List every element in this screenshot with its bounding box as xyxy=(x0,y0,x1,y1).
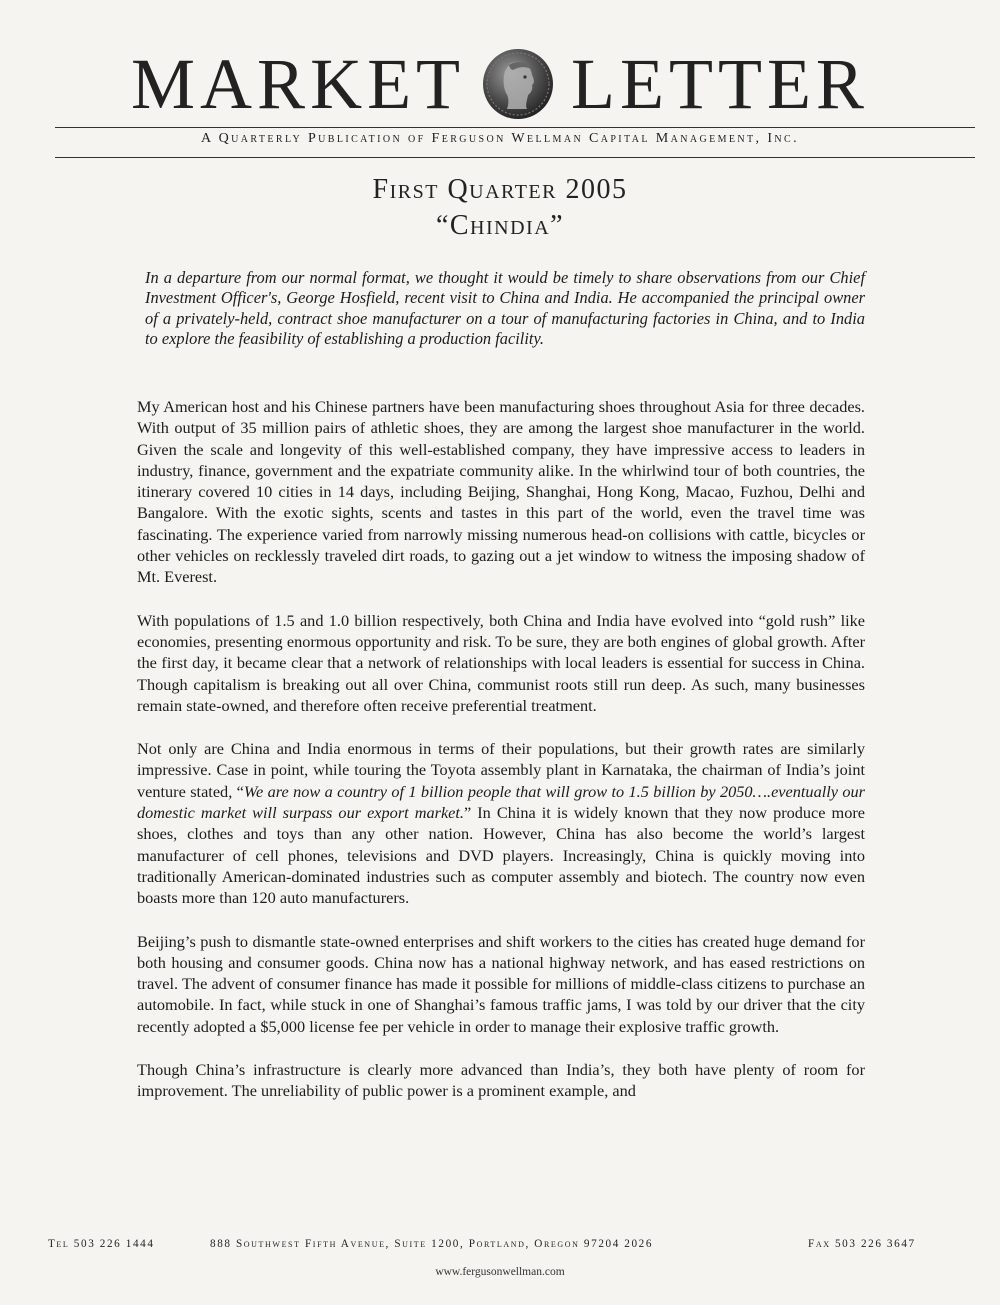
paragraph-4: Beijing’s push to dismantle state-owned enterprises and shift workers to the cities has created huge demand for both housing and consumer goods. China now has a national highway network, and has eased restrictions on travel. The advent of consumer finance has made it possible for millions of middle-class citizens to purchase an automobile. In fact, while stuck in one of Shanghai’s famous traffic jams, I was told by our driver that the city recently adopted a $5,000 license fee per vehicle in order to manage their explosive traffic growth. xyxy=(137,931,865,1036)
paragraph-3-start: Not only are China and India enormous in terms of their populations, but their growth rates are similarly impressive. Case in point, while touring the Toyota assembly plant in Karnataka, the chairman of India’s joint venture stated, “ xyxy=(137,739,865,801)
footer-telephone: Tel 503 226 1444 xyxy=(48,1238,155,1250)
masthead-left-word: MARKET xyxy=(131,44,466,124)
issue-theme: “Chindia” xyxy=(435,210,565,241)
intro-paragraph: In a departure from our normal format, we thought it would be timely to share observations from our Chief Investment Officer's, George Hosfield, recent visit to China and India. He accompanied the principal owner of a privately-held, contract shoe manufacturer on a tour of manufacturing factories in China, and to India to explore the feasibility of establishing a production facility. xyxy=(145,268,865,349)
paragraph-3-end: ” In China it is widely known that they now produce more shoes, clothes and toys than any other nation. However, China has also become the world’s largest manufacturer of cell phones, televisions and DVD players. Increasingly, China is quickly moving into traditionally American-dominated industries such as computer assembly and biotech. The country now even boasts more than 120 auto manufacturers. xyxy=(137,803,865,908)
article-body xyxy=(137,396,865,1124)
masthead-rule-top xyxy=(55,127,975,128)
paragraph-2: With populations of 1.5 and 1.0 billion respectively, both China and India have evolved into “gold rush” like economies, presenting enormous opportunity and risk. To be sure, they are both engines of global growth. After the first day, it became clear that a network of relationships with local leaders is essential for success in China. Though capitalism is breaking out all over China, communist roots still run deep. As such, many businesses remain state-owned, and therefore often receive preferential treatment. xyxy=(137,610,865,715)
footer-fax: Fax 503 226 3647 xyxy=(808,1238,916,1250)
masthead xyxy=(0,44,1000,124)
publication-subtitle: A Quarterly Publication of Ferguson Wellman Capital Management, Inc. xyxy=(201,131,799,146)
paragraph-3-quote: We are now a country of 1 billion people that will grow to 1.5 billion by 2050….eventually our domestic market will surpass our export market. xyxy=(137,781,866,823)
issue-quarter: First Quarter 2005 xyxy=(372,174,628,205)
roman-coin-icon xyxy=(481,47,555,121)
masthead-rule-bottom xyxy=(55,157,975,158)
paragraph-5: Though China’s infrastructure is clearly more advanced than India’s, they both have plenty of room for improvement. The unreliability of public power is a prominent example, and xyxy=(137,1060,865,1101)
footer-website[interactable]: www.fergusonwellman.com xyxy=(435,1266,565,1278)
paragraph-3 xyxy=(137,738,865,908)
masthead-right-word: LETTER xyxy=(571,44,869,124)
issue-title xyxy=(0,172,1000,244)
footer-address: 888 Southwest Fifth Avenue, Suite 1200, Portland, Oregon 97204 2026 xyxy=(210,1238,654,1250)
paragraph-1: My American host and his Chinese partners have been manufacturing shoes throughout Asia for three decades. With output of 35 million pairs of athletic shoes, they are among the largest shoe manufacturer in the world. Given the scale and longevity of this well-established company, they have impressive access to leaders in industry, finance, government and the expatriate community alike. In the whirlwind tour of both countries, the itinerary covered 10 cities in 14 days, including Beijing, Shanghai, Hong Kong, Macao, Fuzhou, Delhi and Bangalore. With the exotic sights, scents and tastes in this part of the world, even the travel time was fascinating. The experience varied from narrowly missing numerous head-on collisions with cattle, bicycles or other vehicles on recklessly traveled dirt roads, to gazing out a jet window to witness the imposing shadow of Mt. Everest. xyxy=(137,397,865,587)
